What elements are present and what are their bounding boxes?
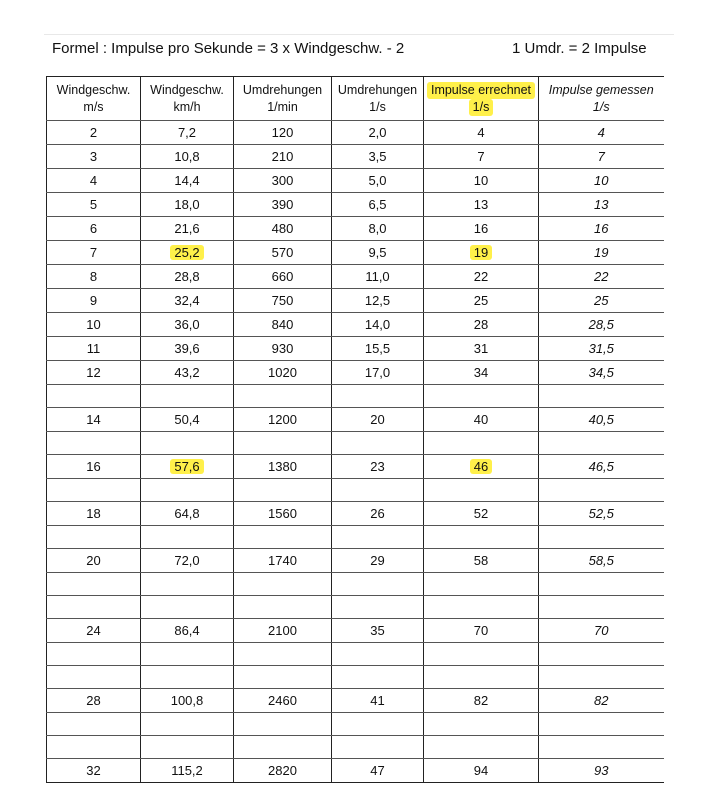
column-header-title: Impulse errechnet [427,82,535,99]
table-row [47,265,664,289]
table-cell [47,479,141,502]
table-cell: 3,5 [332,145,424,169]
table-cell: 28,8 [141,265,234,289]
table-cell: 29 [332,549,424,573]
table-cell: 40,5 [539,408,664,432]
formula-text: Formel : Impulse pro Sekunde = 3 x Windgeschw. - 2 [52,40,405,57]
table-cell: 26 [332,502,424,526]
top-rule [44,34,674,35]
column-header-2 [234,77,332,121]
table-cell: 16 [47,455,141,479]
table-row [47,455,664,479]
table-cell [141,526,234,549]
column-header-unit: 1/min [267,99,298,114]
table-cell: 58,5 [539,549,664,573]
table-cell: 34,5 [539,361,664,385]
table-row [47,759,664,783]
column-header-0 [47,77,141,121]
table-row [47,361,664,385]
table-cell: 7,2 [141,121,234,145]
table-row [47,502,664,526]
table-row [47,121,664,145]
table-cell [539,666,664,689]
table-cell: 18,0 [141,193,234,217]
table-cell: 4 [539,121,664,145]
table-cell: 18 [47,502,141,526]
table-cell: 72,0 [141,549,234,573]
table-cell: 58 [424,549,539,573]
table-cell: 9,5 [332,241,424,265]
table-cell [424,596,539,619]
table-cell: 7 [539,145,664,169]
table-cell: 13 [424,193,539,217]
table-cell: 1200 [234,408,332,432]
table-row [47,479,664,502]
table-row [47,689,664,713]
table-cell: 2460 [234,689,332,713]
table-cell [332,713,424,736]
table-body [47,121,664,783]
table-cell: 2 [47,121,141,145]
table-cell: 20 [47,549,141,573]
table-cell: 39,6 [141,337,234,361]
table-cell [141,666,234,689]
table-cell [539,479,664,502]
table-cell: 750 [234,289,332,313]
table-row [47,666,664,689]
table-cell: 40 [424,408,539,432]
table-cell: 15,5 [332,337,424,361]
table-cell: 31 [424,337,539,361]
table-row [47,526,664,549]
table-cell [332,573,424,596]
table-cell [47,736,141,759]
table-cell: 10 [424,169,539,193]
table-cell: 13 [539,193,664,217]
table-cell: 5,0 [332,169,424,193]
table-cell: 24 [47,619,141,643]
table-cell [332,479,424,502]
table-cell: 70 [539,619,664,643]
table-cell: 115,2 [141,759,234,783]
table-cell: 14 [47,408,141,432]
table-cell: 7 [424,145,539,169]
table-cell [141,596,234,619]
table-cell: 46,5 [539,455,664,479]
column-header-title: Impulse gemessen [548,82,654,97]
table-cell [424,736,539,759]
table-cell [332,432,424,455]
table-cell: 2,0 [332,121,424,145]
table-cell: 41 [332,689,424,713]
table-cell: 2100 [234,619,332,643]
table-cell: 1740 [234,549,332,573]
table-cell [141,479,234,502]
table-cell [47,596,141,619]
column-header-unit: 1/s [469,99,494,116]
table-cell: 52 [424,502,539,526]
table-cell [141,455,234,479]
table-cell [539,596,664,619]
table-cell: 35 [332,619,424,643]
table-cell: 300 [234,169,332,193]
table-cell [424,526,539,549]
table-cell: 14,0 [332,313,424,337]
highlighted-value: 57,6 [170,459,203,474]
column-header-title: Windgeschw. [56,82,131,97]
table-cell: 10 [539,169,664,193]
table-cell [234,385,332,408]
table-cell: 23 [332,455,424,479]
table-cell: 1020 [234,361,332,385]
table-cell: 11,0 [332,265,424,289]
table-cell: 22 [424,265,539,289]
table-cell: 86,4 [141,619,234,643]
table-cell [47,432,141,455]
table-cell: 93 [539,759,664,783]
table-cell [234,643,332,666]
table-row [47,241,664,265]
table-cell [141,736,234,759]
table-cell [539,573,664,596]
table-cell: 94 [424,759,539,783]
column-header-unit: 1/s [592,99,610,114]
table-cell [424,385,539,408]
table-header-row [47,77,664,121]
table-row [47,713,664,736]
table-row [47,408,664,432]
table-cell [234,573,332,596]
table-cell [234,479,332,502]
table-cell: 120 [234,121,332,145]
highlighted-value: 19 [470,245,492,260]
table-cell [424,432,539,455]
table-cell [141,385,234,408]
table-row [47,573,664,596]
table-cell [47,573,141,596]
column-header-3 [332,77,424,121]
table-row [47,289,664,313]
table-cell: 32,4 [141,289,234,313]
table-cell: 12,5 [332,289,424,313]
table-cell [332,596,424,619]
column-header-title: Windgeschw. [150,82,224,97]
table-cell: 1560 [234,502,332,526]
table-cell [234,666,332,689]
table-cell: 22 [539,265,664,289]
table-cell: 28 [47,689,141,713]
table-cell: 6 [47,217,141,241]
table-cell: 660 [234,265,332,289]
table-cell: 25 [424,289,539,313]
table-cell: 6,5 [332,193,424,217]
table-cell: 28,5 [539,313,664,337]
table-cell [47,385,141,408]
column-header-1 [141,77,234,121]
table-cell: 8 [47,265,141,289]
table-cell: 82 [539,689,664,713]
table-cell: 16 [424,217,539,241]
table-cell [539,432,664,455]
table-row [47,193,664,217]
table-cell: 50,4 [141,408,234,432]
table-cell [424,643,539,666]
table-row [47,643,664,666]
table-cell [141,573,234,596]
table-cell: 8,0 [332,217,424,241]
table-cell [332,385,424,408]
table-cell [539,643,664,666]
column-header-title: Umdrehungen [337,82,418,97]
table-cell: 7 [47,241,141,265]
table-row [47,169,664,193]
table-cell: 25 [539,289,664,313]
table-cell: 930 [234,337,332,361]
table-cell [424,241,539,265]
table-cell: 4 [424,121,539,145]
table-cell [539,736,664,759]
table-cell: 52,5 [539,502,664,526]
table-cell [141,713,234,736]
table-cell: 19 [539,241,664,265]
table-cell [539,385,664,408]
table-row [47,217,664,241]
table-cell: 82 [424,689,539,713]
column-header-unit: 1/s [369,99,386,114]
table-row [47,736,664,759]
column-header-unit: m/s [83,99,104,114]
table-row [47,619,664,643]
column-header-unit: km/h [173,99,201,114]
table-cell: 210 [234,145,332,169]
table-row [47,385,664,408]
table-cell: 20 [332,408,424,432]
table-cell: 10,8 [141,145,234,169]
table-cell: 47 [332,759,424,783]
table-cell [234,713,332,736]
table-cell: 32 [47,759,141,783]
table-row [47,596,664,619]
table-cell: 70 [424,619,539,643]
table-cell [424,666,539,689]
table-cell: 21,6 [141,217,234,241]
table-cell [234,736,332,759]
table-cell: 4 [47,169,141,193]
table-row [47,337,664,361]
table-cell [47,526,141,549]
pulse-note: 1 Umdr. = 2 Impulse [512,40,647,57]
table-cell [424,713,539,736]
table-cell [539,713,664,736]
table-cell: 570 [234,241,332,265]
table-cell: 12 [47,361,141,385]
table-cell [332,643,424,666]
table-cell: 2820 [234,759,332,783]
table-cell: 5 [47,193,141,217]
wind-speed-table [46,76,664,783]
table-cell [141,241,234,265]
table-cell: 17,0 [332,361,424,385]
table-cell [47,666,141,689]
table-cell [332,736,424,759]
table-cell [141,432,234,455]
table-cell: 14,4 [141,169,234,193]
table-cell: 10 [47,313,141,337]
table-cell [424,479,539,502]
table-cell: 3 [47,145,141,169]
table-row [47,432,664,455]
column-header-5 [539,77,664,121]
table-row [47,145,664,169]
table-cell: 64,8 [141,502,234,526]
table-cell: 390 [234,193,332,217]
table-cell [234,432,332,455]
table-cell: 43,2 [141,361,234,385]
table-cell [47,643,141,666]
table-cell: 9 [47,289,141,313]
table-cell: 100,8 [141,689,234,713]
column-header-4 [424,77,539,121]
highlighted-value: 46 [470,459,492,474]
table-row [47,313,664,337]
table-cell: 34 [424,361,539,385]
table-row [47,549,664,573]
table-cell: 36,0 [141,313,234,337]
table-cell: 28 [424,313,539,337]
table-cell [141,643,234,666]
table-cell: 1380 [234,455,332,479]
table-cell [332,526,424,549]
table-cell [234,596,332,619]
table-cell [424,573,539,596]
table-cell [539,526,664,549]
column-header-title: Umdrehungen [242,82,323,97]
table-cell [424,455,539,479]
table-cell [47,713,141,736]
table-cell [234,526,332,549]
highlighted-value: 25,2 [170,245,203,260]
table-cell: 840 [234,313,332,337]
table-cell: 16 [539,217,664,241]
table-cell [332,666,424,689]
table-cell: 11 [47,337,141,361]
table-cell: 480 [234,217,332,241]
table-cell: 31,5 [539,337,664,361]
